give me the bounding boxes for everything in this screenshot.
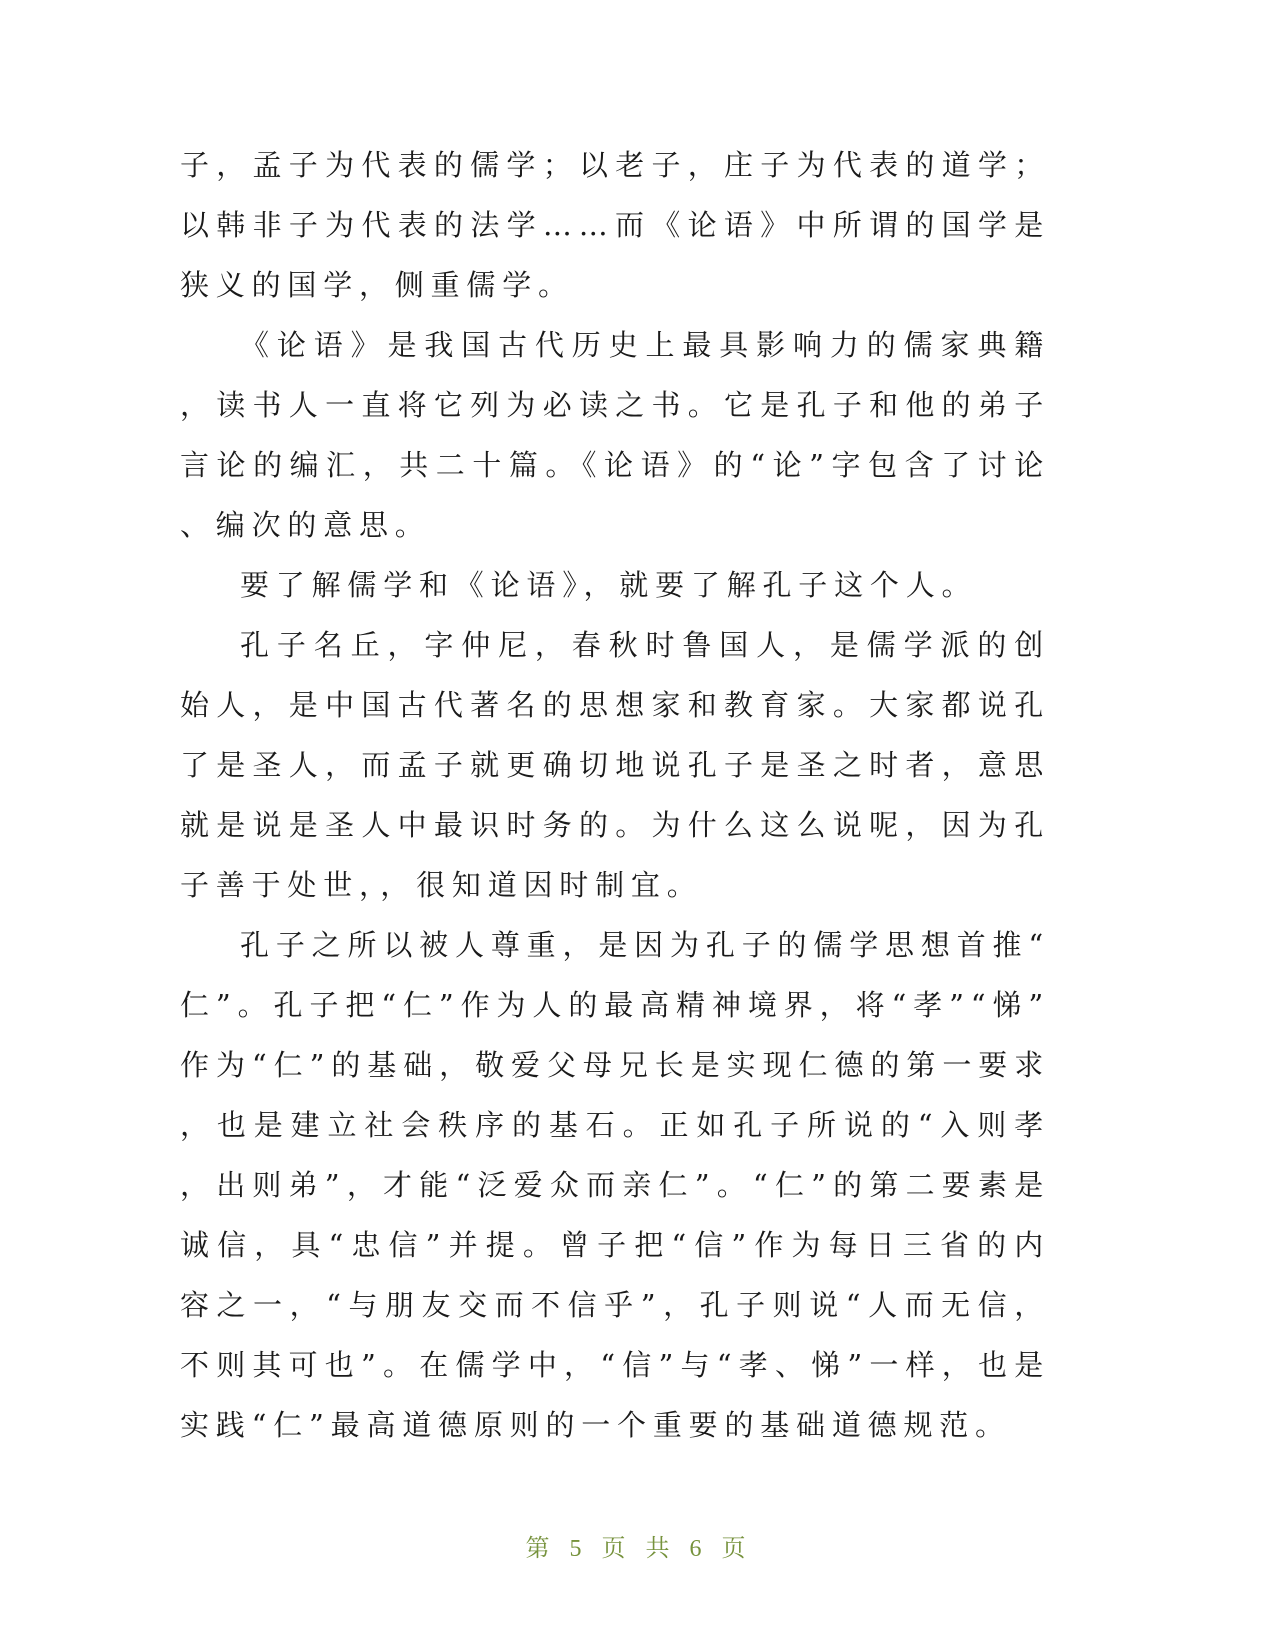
page-footer: 第 5 页 共 6 页 xyxy=(525,1536,750,1562)
paragraph-1: 子，孟子为代表的儒学；以老子，庄子为代表的道学；以韩非子为代表的法学……而《论语》中所谓的国学是狭义的国学，侧重儒学。 xyxy=(180,148,1050,302)
paragraph-3: 要了解儒学和《论语》，就要了解孔子这个人。 xyxy=(240,568,978,602)
paragraph-5: 孔子之所以被人尊重，是因为孔子的儒学思想首推“仁”。孔子把“仁”作为人的最高精神境界，将“孝”“悌”作为“仁”的基础，敬爱父母兄长是实现仁德的第一要求，也是建立社会秩序的基石。正如孔子所说的“入则孝，出则弟”，才能“泛爱众而亲仁”。“仁”的第二要素是诚信，具“忠信”并提。曾子把“信”作为每日三省的内容之一，“与朋友交而不信乎”，孔子则说“人而无信，不则其可也”。在儒学中，“信”与“孝、悌”一样，也是实践“仁”最高道德原则的一个重要的基础道德规范。 xyxy=(180,928,1050,1442)
document-body xyxy=(180,135,1050,1455)
paragraph-4: 孔子名丘，字仲尼，春秋时鲁国人，是儒学派的创始人，是中国古代著名的思想家和教育家。大家都说孔了是圣人，而孟子就更确切地说孔子是圣之时者，意思就是说是圣人中最识时务的。为什么这么说呢，因为孔子善于处世，，很知道因时制宜。 xyxy=(180,628,1050,902)
paragraph-2: 《论语》是我国古代历史上最具影响力的儒家典籍，读书人一直将它列为必读之书。它是孔子和他的弟子言论的编汇，共二十篇。《论语》的“论”字包含了讨论、编次的意思。 xyxy=(180,328,1050,542)
